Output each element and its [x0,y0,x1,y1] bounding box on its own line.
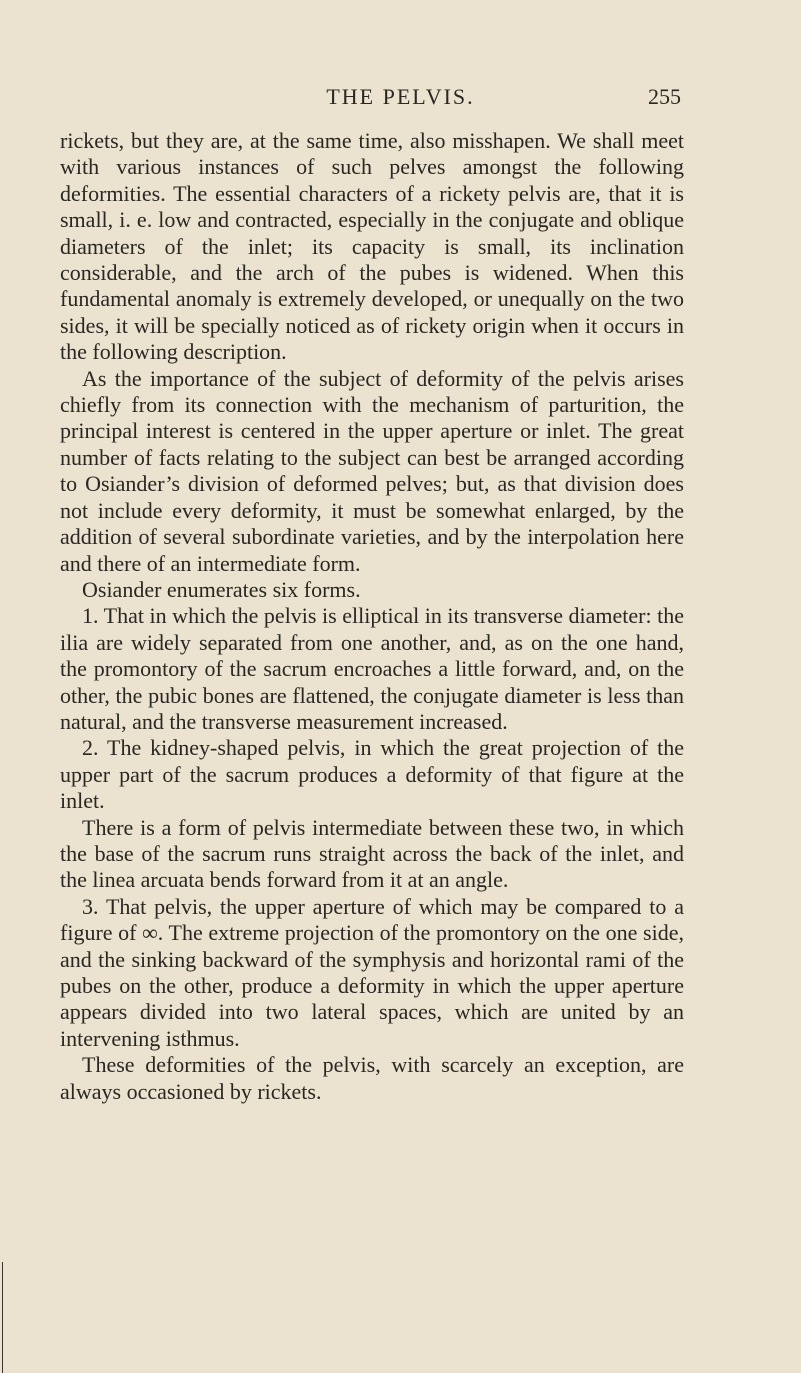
paragraph: 1. That in which the pelvis is elliptical in its transverse diameter: the ilia are widely separated from one another, and, as on the one hand, the promontory of the sacrum encroaches a little forward, and, on the other, the pubic bones are flattened, the conjugate diameter is less than natural, and the transverse measurement increased. [60,603,684,734]
paragraph: There is a form of pelvis intermediate between these two, in which the base of the sacrum runs straight across the back of the inlet, and the linea arcuata bends forward from it at an angle. [60,814,684,893]
margin-rule [2,1262,3,1373]
paragraph: These deformities of the pelvis, with scarcely an exception, are always occasioned by rickets. [60,1052,684,1104]
body-text [60,128,684,1105]
paragraph: 3. That pelvis, the upper aperture of which may be compared to a figure of ∞. The extreme projection of the promontory on the one side, and the sinking backward of the symphysis and horizontal rami of the pubes on the other, produce a deformity in which the upper aperture appears divided into two lateral spaces, which are united by an intervening isthmus. [60,893,684,1051]
page-header [24,84,777,114]
paragraph: As the importance of the subject of deformity of the pelvis arises chiefly from its connection with the mechanism of parturition, the principal interest is centered in the upper aperture or inlet. The great number of facts relating to the subject can best be arranged according to Osiander’s division of deformed pelves; but, as that division does not include every deformity, it must be somewhat enlarged, by the addition of several subordinate varieties, and by the interpolation here and there of an intermediate form. [60,365,684,576]
page-number: 255 [648,84,681,109]
paragraph: 2. The kidney-shaped pelvis, in which the great projection of the upper part of the sacrum produces a deformity of that figure at the inlet. [60,735,684,814]
running-title: THE PELVIS. [326,84,475,109]
paragraph: Osiander enumerates six forms. [82,576,361,602]
paragraph-continuation: rickets, but they are, at the same time, also misshapen. We shall meet with various instances of such pelves amongst the following deformities. The essential characters of a rickety pelvis are, that it is small, i. e. low and contracted, especially in the conjugate and oblique diameters of the inlet; its capacity is small, its inclination considerable, and the arch of the pubes is widened. When this fundamental anomaly is extremely developed, or unequally on the two sides, it will be specially noticed as of rickety origin when it occurs in the following description. [60,128,684,365]
